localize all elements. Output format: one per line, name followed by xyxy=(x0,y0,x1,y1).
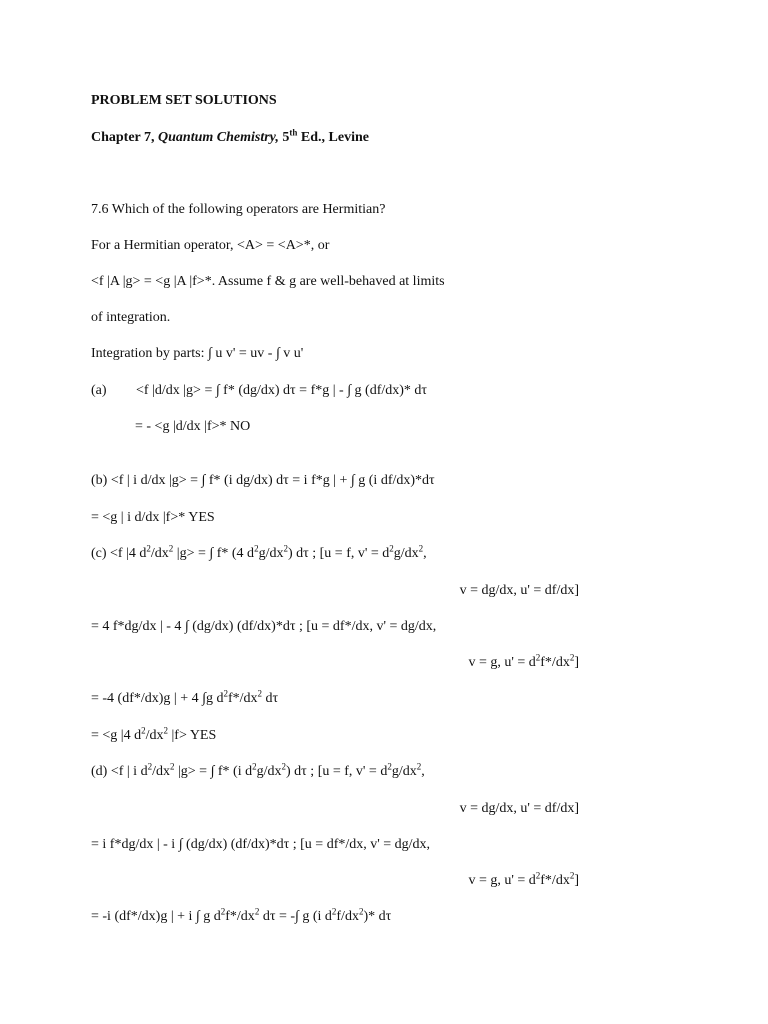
document-title: PROBLEM SET SOLUTIONS xyxy=(91,93,277,108)
part-c-line: (c) <f |4 $d^2/dx^2$ |g> = ∫ f* (4 $d^2g/dx^2$) dτ ; [u = f, $v' = d^2g/dx^2$, xyxy=(91,543,427,561)
edition-number: 5 xyxy=(282,130,290,145)
exponent: 2 xyxy=(223,688,228,699)
equation-line: = <g | i d/dx |f>* YES xyxy=(91,510,215,525)
exponent: 2 xyxy=(147,761,153,772)
equation-line: = -i (df*/dx)g | + i ∫ g $d^2f*/dx^2$ dτ = -∫ g (i $d^2f/dx^2)*$ dτ xyxy=(91,906,392,924)
part-label: (a) xyxy=(91,383,107,398)
exponent: 2 xyxy=(331,906,337,917)
text-line: of integration. xyxy=(91,310,171,325)
edition-suffix: th xyxy=(289,127,298,138)
text-line: Integration by parts: ∫ u v' = uv - ∫ v u' xyxy=(91,346,304,361)
exponent: 2 xyxy=(387,761,392,772)
equation-line: = 4 f*dg/dx | - 4 ∫ (dg/dx) (df/dx)*dτ ; [u = df*/dx, v' = dg/dx, xyxy=(91,619,437,634)
exponent: 2 xyxy=(146,543,151,554)
subtitle-rest: Ed., Levine xyxy=(297,130,369,145)
exponent: 2 xyxy=(257,688,263,699)
exponent: 2 xyxy=(141,725,146,736)
equation-line: = - <g |d/dx |f>* NO xyxy=(135,419,251,434)
exponent: 2 xyxy=(283,543,288,554)
equation-line: = i f*dg/dx | - i ∫ (dg/dx) (df/dx)*dτ ; [u = df*/dx, v' = dg/dx, xyxy=(91,837,431,852)
exponent: 2 xyxy=(254,906,260,917)
exponent: 2 xyxy=(389,543,394,554)
equation-line: = <g |4 $d^2/dx^2$ |f> YES xyxy=(91,725,217,743)
text-line: For a Hermitian operator, <A> = <A>*, or xyxy=(91,238,330,253)
exponent: 2 xyxy=(358,906,364,917)
substitution-line: v = g, $u' = d^2f*/dx^2$] xyxy=(468,870,579,888)
exponent: 2 xyxy=(281,761,287,772)
exponent: 2 xyxy=(569,870,575,881)
part-b-line: (b) <f | i d/dx |g> = ∫ f* (i dg/dx) dτ = i f*g | + ∫ g (i df/dx)*dτ xyxy=(91,473,435,488)
exponent: 2 xyxy=(252,761,257,772)
exponent: 2 xyxy=(416,761,422,772)
exponent: 2 xyxy=(168,543,174,554)
exponent: 2 xyxy=(163,725,168,736)
substitution-line: v = g, $u' = d^2f*/dx^2$] xyxy=(468,652,579,670)
subtitle-prefix: Chapter 7, xyxy=(91,130,159,145)
part-d-line: (d) <f | i $d^2/dx^2$ |g> = ∫ f* (i $d^2g/dx^2$) dτ ; [u = f, $v' = d^2g/dx^2$, xyxy=(91,761,425,779)
exponent: 2 xyxy=(220,906,226,917)
exponent: 2 xyxy=(254,543,259,554)
exponent: 2 xyxy=(169,761,175,772)
substitution-line: v = dg/dx, u' = df/dx] xyxy=(459,801,579,816)
document-subtitle xyxy=(91,129,369,147)
substitution-line: v = dg/dx, u' = df/dx] xyxy=(459,583,579,598)
exponent: 2 xyxy=(418,543,424,554)
text-line: <f |A |g> = <g |A |f>*. Assume f & g are well-behaved at limits xyxy=(91,274,445,289)
book-title: Quantum Chemistry, xyxy=(158,130,279,145)
part-a-line xyxy=(91,382,427,400)
equation: <f |d/dx |g> = ∫ f* (dg/dx) dτ = f*g | - ∫ g (df/dx)* dτ xyxy=(136,383,428,398)
equation-line: = -4 (df*/dx)g | + 4 ∫g $d^2f*/dx^2$ dτ xyxy=(91,688,279,706)
problem-heading: 7.6 Which of the following operators are Hermitian? xyxy=(91,202,386,217)
exponent: 2 xyxy=(535,870,541,881)
exponent: 2 xyxy=(569,652,575,663)
exponent: 2 xyxy=(535,652,541,663)
